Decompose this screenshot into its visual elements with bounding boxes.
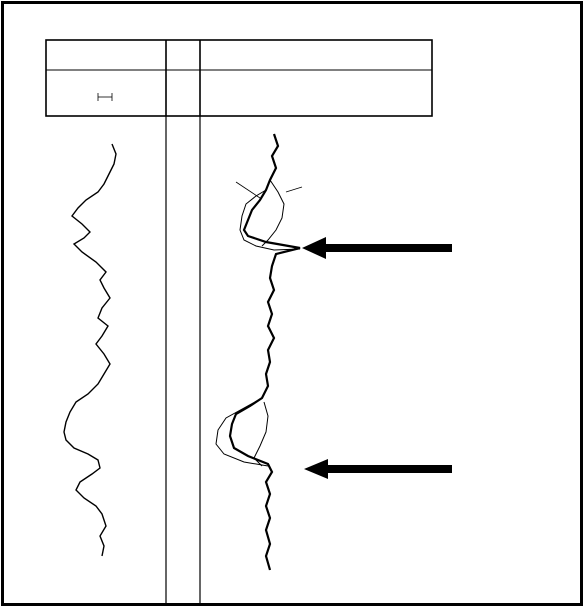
ild-label-leader bbox=[236, 182, 260, 198]
thin-bed-arrow-upper bbox=[302, 237, 452, 259]
log-header bbox=[46, 40, 432, 116]
deep-induction-curve bbox=[230, 134, 300, 570]
thin-bed-arrow-lower bbox=[304, 459, 452, 479]
sp-curve bbox=[64, 144, 116, 556]
ll8-label-leader bbox=[286, 187, 302, 192]
laterolog-8-curve-lower bbox=[254, 402, 268, 466]
well-log-figure bbox=[4, 4, 580, 603]
figure-frame bbox=[1, 1, 583, 606]
medium-induction-curve-lower bbox=[216, 398, 268, 466]
sp-scale bbox=[98, 93, 112, 101]
